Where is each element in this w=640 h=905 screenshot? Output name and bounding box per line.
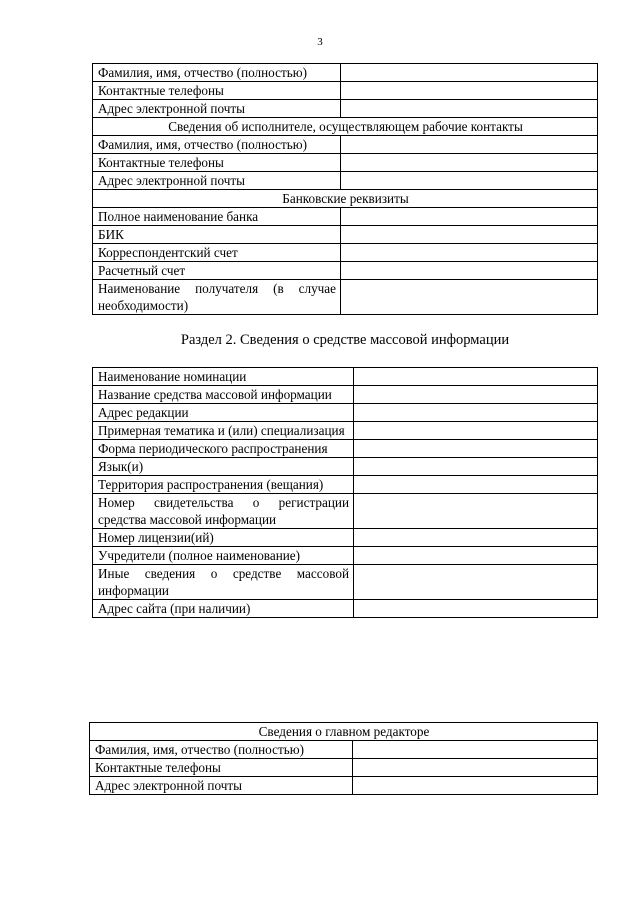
chief-editor-table [89, 722, 598, 795]
section-header-row [93, 118, 598, 136]
row-value-field[interactable] [354, 368, 598, 386]
table-row [93, 172, 598, 190]
table-row [93, 547, 598, 565]
page-number: 3 [317, 36, 323, 48]
row-label: БИК [93, 226, 341, 244]
row-value-field[interactable] [353, 759, 598, 777]
row-label: Иные сведения о средстве массовой информации [93, 565, 354, 600]
row-value-field[interactable] [341, 226, 598, 244]
row-label: Контактные телефоны [90, 759, 353, 777]
row-label: Фамилия, имя, отчество (полностью) [93, 136, 341, 154]
row-value-field[interactable] [341, 64, 598, 82]
row-value-field[interactable] [354, 565, 598, 600]
row-value-field[interactable] [341, 262, 598, 280]
table-row [90, 741, 598, 759]
media-info-table [92, 367, 598, 618]
row-label: Фамилия, имя, отчество (полностью) [93, 64, 341, 82]
row-label: Учредители (полное наименование) [93, 547, 354, 565]
row-label: Корреспондентский счет [93, 244, 341, 262]
row-label: Расчетный счет [93, 262, 341, 280]
table-row [93, 280, 598, 315]
row-value-field[interactable] [341, 154, 598, 172]
table-row [93, 154, 598, 172]
row-value-field[interactable] [341, 244, 598, 262]
table-row [93, 244, 598, 262]
row-value-field[interactable] [341, 82, 598, 100]
section-header-row [93, 190, 598, 208]
row-label: Наименование номинации [93, 368, 354, 386]
table-row [93, 404, 598, 422]
table-row [93, 136, 598, 154]
row-value-field[interactable] [354, 440, 598, 458]
table-row [93, 64, 598, 82]
executor-header: Сведения об исполнителе, осуществляющем рабочие контакты [93, 118, 598, 136]
chief-editor-header: Сведения о главном редакторе [90, 723, 598, 741]
section-title: Раздел 2. Сведения о средстве массовой информации [180, 332, 510, 348]
row-label: Адрес электронной почты [90, 777, 353, 795]
row-value-field[interactable] [354, 458, 598, 476]
row-value-field[interactable] [341, 280, 598, 315]
table-row [93, 368, 598, 386]
row-value-field[interactable] [354, 422, 598, 440]
row-label: Адрес сайта (при наличии) [93, 600, 354, 618]
row-label: Наименование получателя (в случае необходимости) [93, 280, 341, 315]
table-row [90, 759, 598, 777]
row-label: Язык(и) [93, 458, 354, 476]
bank-header: Банковские реквизиты [93, 190, 598, 208]
row-value-field[interactable] [354, 494, 598, 529]
contacts-bank-table [92, 63, 598, 315]
row-value-field[interactable] [341, 100, 598, 118]
row-value-field[interactable] [354, 529, 598, 547]
row-value-field[interactable] [341, 208, 598, 226]
row-label: Полное наименование банка [93, 208, 341, 226]
table-row [93, 82, 598, 100]
row-value-field[interactable] [354, 386, 598, 404]
table-row [93, 494, 598, 529]
table-row [90, 777, 598, 795]
table-row [93, 226, 598, 244]
section-header-row [90, 723, 598, 741]
row-label: Территория распространения (вещания) [93, 476, 354, 494]
row-value-field[interactable] [341, 136, 598, 154]
table-row [93, 386, 598, 404]
row-value-field[interactable] [354, 600, 598, 618]
row-label: Примерная тематика и (или) специализация [93, 422, 354, 440]
row-label: Адрес электронной почты [93, 172, 341, 190]
table-row [93, 600, 598, 618]
table-row [93, 440, 598, 458]
row-label: Форма периодического распространения [93, 440, 354, 458]
row-label: Контактные телефоны [93, 82, 341, 100]
table-row [93, 422, 598, 440]
row-value-field[interactable] [354, 547, 598, 565]
row-value-field[interactable] [353, 777, 598, 795]
row-value-field[interactable] [353, 741, 598, 759]
table-row [93, 565, 598, 600]
row-value-field[interactable] [341, 172, 598, 190]
row-label: Номер свидетельства о регистрации средства массовой информации [93, 494, 354, 529]
row-value-field[interactable] [354, 476, 598, 494]
row-label: Фамилия, имя, отчество (полностью) [90, 741, 353, 759]
row-label: Адрес редакции [93, 404, 354, 422]
table-row [93, 458, 598, 476]
table-row [93, 476, 598, 494]
table-row [93, 529, 598, 547]
row-label: Контактные телефоны [93, 154, 341, 172]
row-label: Название средства массовой информации [93, 386, 354, 404]
table-row [93, 100, 598, 118]
row-label: Адрес электронной почты [93, 100, 341, 118]
row-value-field[interactable] [354, 404, 598, 422]
table-row [93, 262, 598, 280]
table-row [93, 208, 598, 226]
row-label: Номер лицензии(ий) [93, 529, 354, 547]
